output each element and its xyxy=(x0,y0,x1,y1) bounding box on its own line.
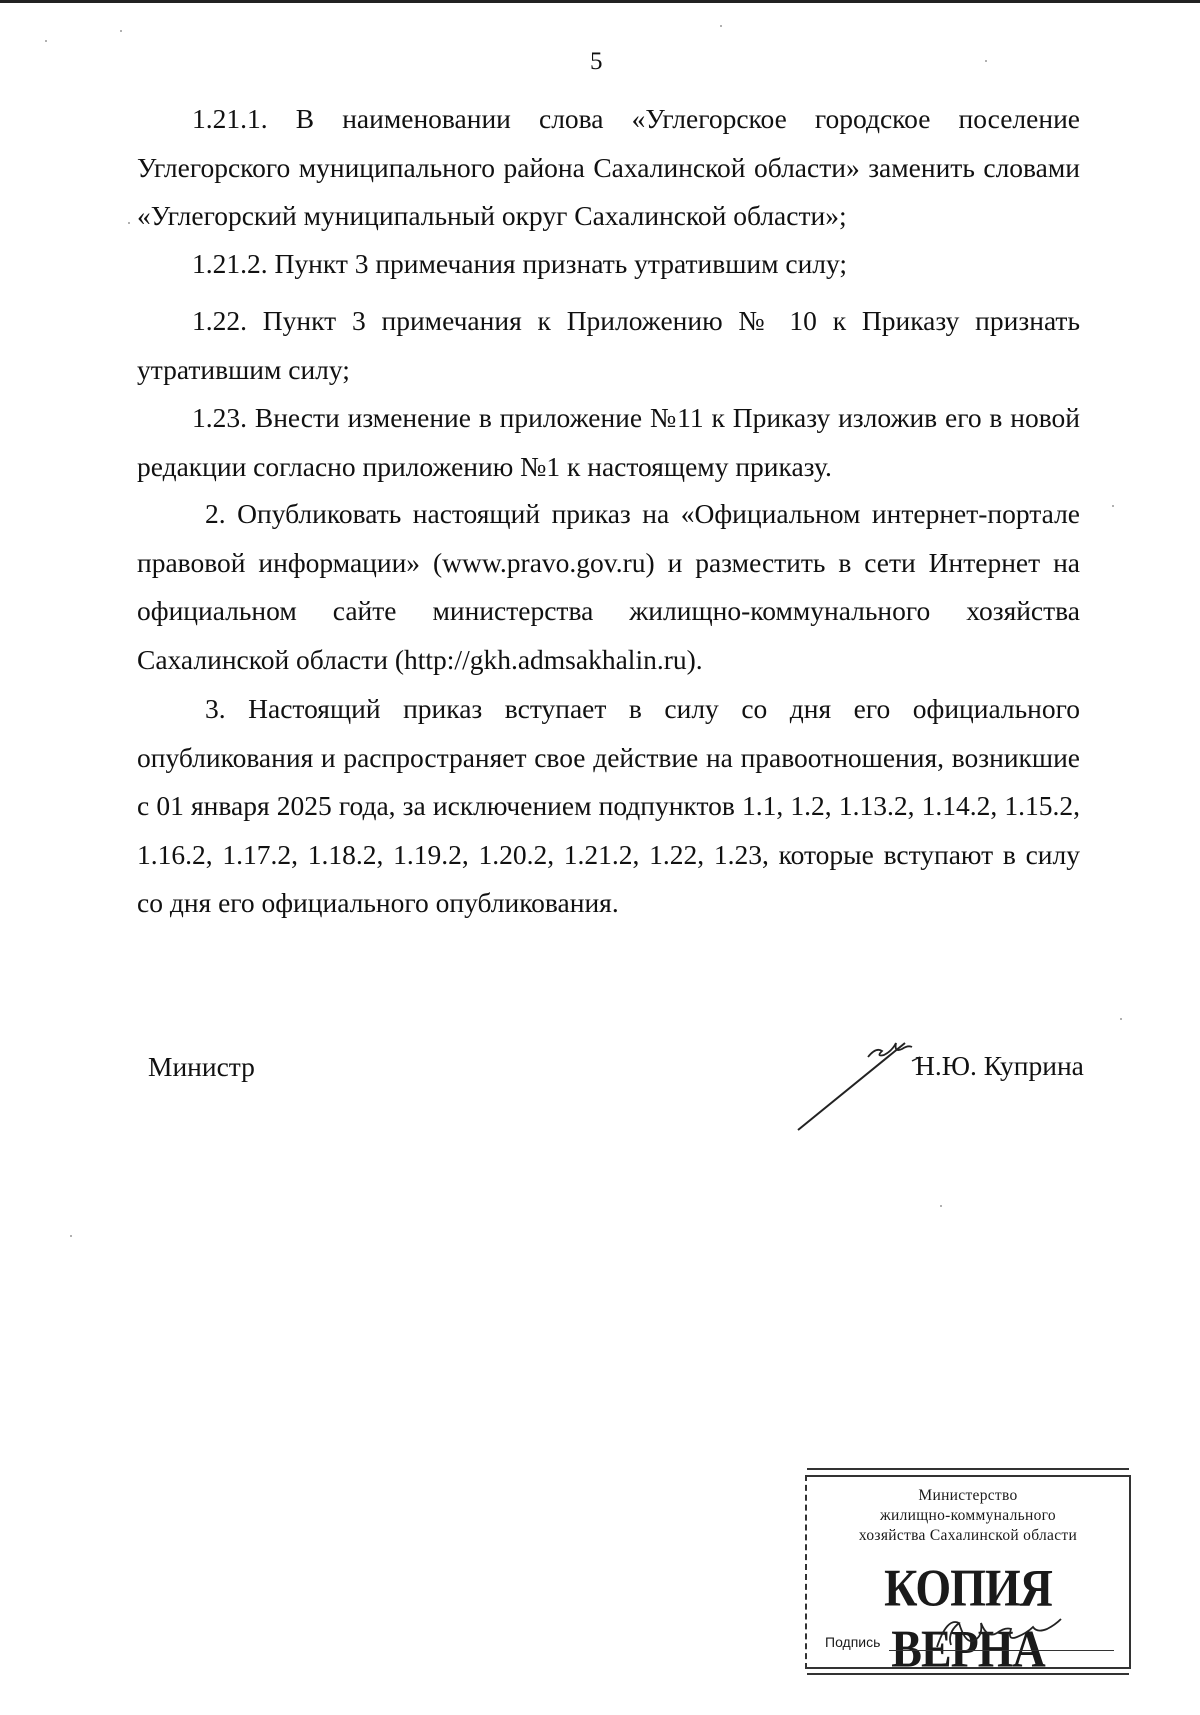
paragraph-3: 3. Настоящий приказ вступает в силу со дня его официального опубликования и распространяет свое действие на правоотношения, возникшие с 01 января 2025 года, за исключением подпунктов 1.1, 1.2, 1.13.2, 1.14.2, 1.15.2, 1.16.2, 1.17.2, 1.18.2, 1.19.2, 1.20.2, 1.21.2, 1.22, 1.23, которые вступают в силу со дня его официального опубликования. xyxy=(137,693,1080,918)
paragraph-1-23: 1.23. Внести изменение в приложение №11 к Приказу изложив его в новой редакции согласно приложению №1 к настоящему приказу. xyxy=(137,402,1080,482)
stamp-sign-label: Подпись xyxy=(825,1634,881,1650)
stamp-bottom-rule xyxy=(807,1673,1129,1675)
stamp-line-1: Министерство xyxy=(918,1487,1018,1504)
handwritten-signature xyxy=(790,1015,930,1135)
stamp-main-text: КОПИЯ ВЕРНА xyxy=(884,1558,1052,1678)
scan-speck xyxy=(940,1205,942,1207)
scan-speck xyxy=(45,40,47,42)
stamp-handwritten-signature xyxy=(927,1609,1077,1654)
certified-copy-stamp xyxy=(805,1475,1131,1678)
stamp-line-3: хозяйства Сахалинской области xyxy=(858,1527,1078,1544)
scan-speck xyxy=(985,60,987,62)
page-number: 5 xyxy=(590,48,603,75)
scan-speck xyxy=(128,222,130,224)
paragraph-1-21-2: 1.21.2. Пункт 3 примечания признать утратившим силу; xyxy=(192,248,848,279)
scan-speck xyxy=(1120,1018,1122,1020)
paragraph-2: 2. Опубликовать настоящий приказ на «Официальном интернет-портале правовой информации» (www.pravo.gov.ru) и разместить в сети Интернет на официальном сайте министерства жилищно-коммунального хозяйства Сахалинской области (http://gkh.admsakhalin.ru). xyxy=(137,498,1080,675)
paragraph-1-22: 1.22. Пункт 3 примечания к Приложению № 10 к Приказу признать утратившим силу; xyxy=(137,305,1080,385)
scan-speck xyxy=(1112,505,1114,507)
stamp-line-2: жилищно-коммунального xyxy=(880,1507,1056,1524)
stamp-top-rule xyxy=(807,1468,1129,1470)
paragraph-1-21-1: 1.21.1. В наименовании слова «Углегорское городское поселение Углегорского муниципального района Сахалинской области» заменить словами «Углегорский муниципальный округ Сахалинской области»; xyxy=(137,103,1080,231)
signatory-title: Министр xyxy=(148,1051,255,1082)
scan-speck xyxy=(720,25,722,27)
signatory-name: Н.Ю. Куприна xyxy=(915,1050,1084,1081)
scan-speck xyxy=(70,1235,72,1237)
scan-speck xyxy=(120,30,122,32)
scan-edge xyxy=(0,0,1200,3)
